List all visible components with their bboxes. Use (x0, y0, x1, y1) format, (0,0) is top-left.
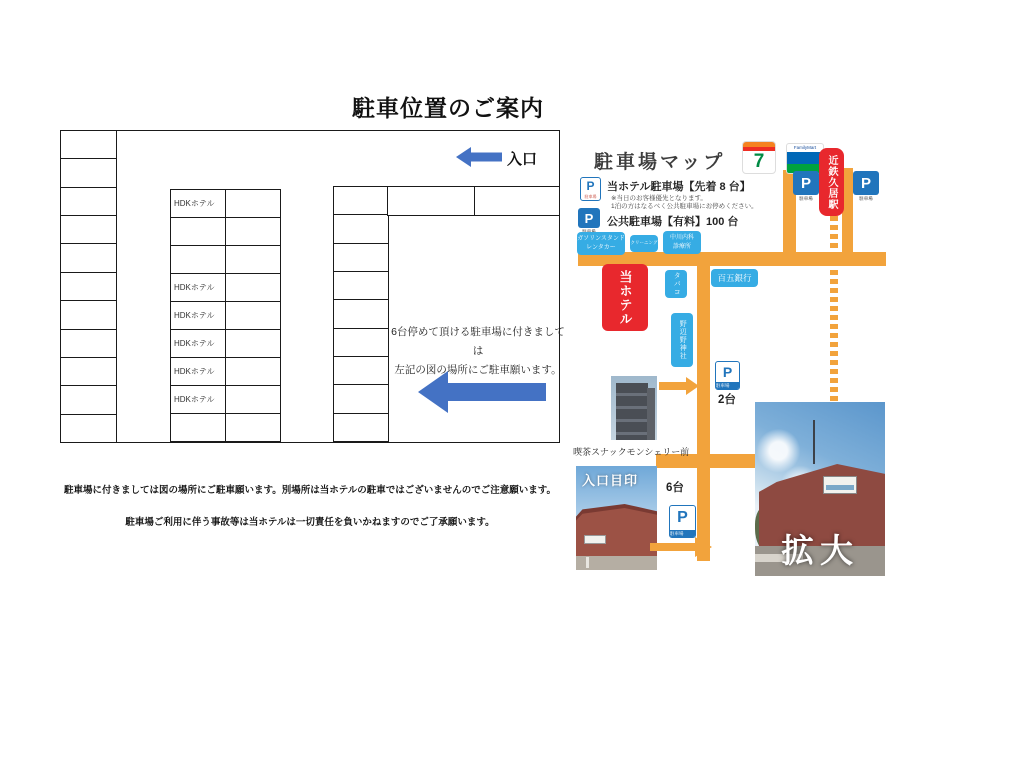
parking-cell (61, 415, 116, 442)
familymart-name: FamilyMart (793, 145, 817, 150)
p-caption: 駐車場 (799, 196, 813, 201)
map-title: 駐車場マップ (594, 152, 726, 173)
parking-cell-hdk-hotel: HDKホテル (171, 358, 226, 385)
p-letter: P (586, 179, 595, 193)
entrance-mark-label: 入口目印 (582, 473, 639, 488)
legend-public-parking: 公共駐車場【有料】100 台 (607, 216, 739, 228)
parking-cell (226, 330, 280, 357)
station-parking-icon-left (793, 171, 819, 202)
legend-hotel-note1: ※当日のお客様優先となります。 (611, 195, 707, 202)
parking-cell (334, 187, 388, 214)
parking-cell (226, 302, 280, 329)
photo-caption: 喫茶スナックモンシェリー前 (573, 447, 690, 457)
landmark-tobacco (665, 270, 687, 298)
parking-row (171, 218, 280, 246)
parking-cell (61, 188, 116, 215)
parking-row (61, 273, 116, 301)
parking-cell (226, 218, 280, 245)
station-name: 近鉄久居駅 (826, 154, 837, 210)
parking-cell (171, 414, 226, 441)
count-six-cars: 6台 (666, 482, 684, 494)
hotel-parking-icon (580, 177, 601, 201)
parking-row (171, 246, 280, 274)
parking-row (61, 216, 116, 244)
parking-cell (61, 216, 116, 243)
photo-sign-text (826, 485, 854, 490)
big-left-arrow-icon (418, 370, 546, 414)
parking-column-right (333, 186, 389, 442)
parking-column-left (60, 130, 117, 443)
parking-row (171, 190, 280, 218)
photo-building (616, 383, 648, 440)
parking-cell (61, 273, 116, 300)
p-letter: P (677, 509, 688, 526)
parking-cell (226, 246, 280, 273)
parking-row (61, 301, 116, 329)
landmark-cleaning-label: クリーニング (630, 240, 658, 246)
public-parking-icon (578, 208, 600, 235)
parking-row (334, 215, 388, 243)
parking-cell (334, 414, 388, 441)
parking-cell (61, 358, 116, 385)
parking-cell (226, 190, 280, 217)
parking-row (61, 386, 116, 414)
landmark-clinic (663, 231, 701, 254)
parking-row (334, 329, 388, 357)
parking-cell (226, 358, 280, 385)
parking-cell (334, 385, 388, 412)
enlarged-building-photo (755, 402, 885, 576)
map-parking-6-icon (669, 505, 696, 538)
parking-block-middle (170, 189, 281, 442)
parking-cell (334, 329, 388, 356)
parking-cell (171, 218, 226, 245)
p-letter: P (722, 364, 733, 380)
parking-cell-hdk-hotel: HDKホテル (171, 274, 226, 301)
parking-cell (334, 300, 388, 327)
parking-cell (61, 330, 116, 357)
parking-row (171, 330, 280, 358)
legend-hotel-parking: 当ホテル駐車場【先着 8 台】 (607, 181, 751, 193)
parking-cell-hdk-hotel: HDKホテル (171, 386, 226, 413)
entrance-label: 入口 (507, 151, 538, 168)
orange-right-arrow-icon (659, 376, 699, 396)
parking-row (171, 386, 280, 414)
landmark-shrine (671, 313, 693, 367)
parking-row (334, 414, 388, 441)
count-two-cars: 2台 (718, 394, 736, 406)
station-sign (819, 148, 844, 216)
landmark-clinic-line2: 診療所 (672, 243, 691, 250)
parking-row (61, 330, 116, 358)
footer-line2: 駐車場ご利用に伴う事故等は当ホテルは一切責任を負いかねますのでご了承願います。 (125, 517, 495, 528)
landmark-bank-label: 百五銀行 (717, 272, 752, 283)
parking-row (61, 244, 116, 272)
photo-building-side (647, 388, 655, 440)
parking-cell (334, 244, 388, 271)
parking-row (334, 385, 388, 413)
parking-cell (334, 272, 388, 299)
map-parking-2-icon (715, 361, 740, 390)
parking-cell (61, 301, 116, 328)
seven-eleven-stripes (743, 142, 775, 151)
orange-right-arrow-icon (650, 536, 712, 558)
footer-notices (30, 482, 590, 528)
entrance-landmark-photo (576, 466, 657, 570)
entrance-arrow-icon (456, 146, 502, 168)
photo-building (576, 508, 657, 556)
parking-row (171, 414, 280, 441)
road-vertical-center (697, 266, 710, 561)
seven-eleven-logo (742, 141, 776, 174)
parking-note-line1: 6台停めて頂ける駐車場に付きましては (391, 326, 565, 357)
hotel-front-photo (611, 376, 657, 440)
enlarge-label: 拡大 (781, 532, 859, 569)
familymart-blue-stripe (787, 152, 823, 164)
parking-cell (474, 186, 560, 216)
parking-cell-hdk-hotel: HDKホテル (171, 302, 226, 329)
landmark-clinic-line1: 中川内科 (669, 234, 694, 241)
parking-row (334, 244, 388, 272)
parking-row (61, 358, 116, 386)
photo-sign (584, 535, 606, 544)
p-caption: 駐車場 (584, 194, 597, 199)
photo-parking-line (586, 557, 589, 568)
station-parking-icon-right (853, 171, 879, 202)
parking-cell (334, 357, 388, 384)
parking-cell (226, 274, 280, 301)
parking-row (61, 159, 116, 187)
p-caption: 駐車場 (859, 196, 873, 201)
parking-cell (61, 131, 116, 158)
parking-cell-hdk-hotel: HDKホテル (171, 190, 226, 217)
p-letter: P (853, 171, 879, 195)
parking-row (61, 131, 116, 159)
legend-hotel-note2: 1泊の方はなるべく公共駐車場にお停めください。 (611, 203, 758, 210)
landmark-our-hotel-label: 当ホテル (617, 269, 633, 326)
railway-dashed-line (830, 216, 838, 404)
parking-row (334, 272, 388, 300)
landmark-gas-line2: レンタカー (586, 244, 616, 251)
seven-eleven-seven: 7 (753, 151, 765, 172)
parking-cell (334, 215, 388, 242)
parking-cell (387, 186, 475, 216)
footer-line1: 駐車場に付きましては図の場所にご駐車願います。別場所は当ホテルの駐車ではございませんのでご注意願います。 (63, 485, 556, 496)
parking-cell (61, 159, 116, 186)
parking-row (61, 415, 116, 442)
p-letter: P (578, 208, 600, 228)
landmark-gas-line1: ガソリンスタンド (577, 235, 625, 242)
parking-note-line2: 左記の図の場所にご駐車願います。 (394, 363, 562, 376)
parking-row (334, 187, 388, 215)
p-letter: P (793, 171, 819, 195)
landmark-cleaning (630, 235, 658, 252)
landmark-our-hotel (602, 264, 648, 331)
parking-cell (171, 246, 226, 273)
parking-cell (226, 386, 280, 413)
parking-row (334, 357, 388, 385)
parking-cell (226, 414, 280, 441)
parking-row (334, 300, 388, 328)
parking-row (171, 274, 280, 302)
p-caption: 駐車場 (716, 382, 739, 389)
parking-row (171, 302, 280, 330)
parking-cell (61, 386, 116, 413)
landmark-gas-station (577, 232, 625, 255)
parking-row (61, 188, 116, 216)
parking-cell-hdk-hotel: HDKホテル (171, 330, 226, 357)
page-title: 駐車位置のご案内 (352, 95, 544, 121)
landmark-bank (711, 269, 758, 287)
landmark-tobacco-label: タバコ (673, 272, 681, 296)
parking-cell (61, 244, 116, 271)
photo-antenna (813, 420, 815, 464)
landmark-shrine-label: 野辺野神社 (679, 320, 687, 360)
parking-row (171, 358, 280, 386)
p-caption: 駐車場 (670, 530, 695, 537)
